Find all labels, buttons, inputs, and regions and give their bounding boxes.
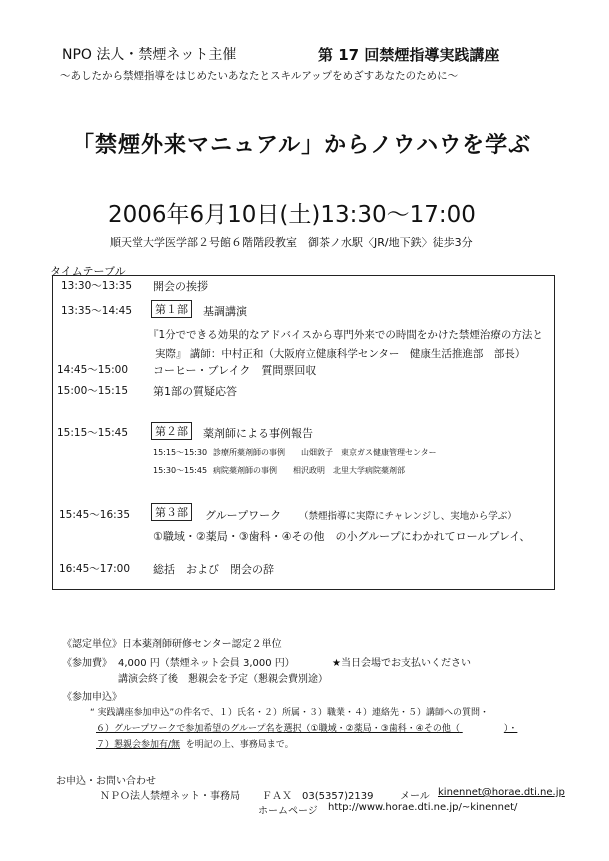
- apply-label: 《参加申込》: [62, 692, 122, 703]
- part1-desc-line1: 『1分でできる効果的なアドバイスから専門外来での時間をかけた禁煙治療の方法と: [148, 329, 543, 341]
- apply-line2-end: ）・: [503, 724, 518, 734]
- break-text: コーヒー・ブレイク 質問票回収: [153, 364, 317, 377]
- apply-line2-text: ６）グループワークで参加希望のグループ名を選択（①職域・②薬局・③歯科・④その他（: [96, 724, 460, 734]
- qa-text: 第1部の質疑応答: [153, 385, 237, 398]
- part1-time: 13:35～14:45: [61, 305, 133, 317]
- contact-fax: ＦＡＸ 03(5357)2139: [262, 791, 374, 802]
- apply-line1: “ 実践講座参加申込”の件名で、１）氏名・２）所属・３）職業・４）連絡先・５）講師への質問・: [90, 708, 490, 718]
- venue: 順天堂大学医学部２号館６階階段教室 御茶ノ水駅〈JR/地下鉄〉徒歩3分: [110, 236, 473, 249]
- contact-office: ＮＰＯ法人禁煙ネット・事務局: [100, 791, 240, 802]
- fee-text: 4,000 円（禁煙ネット会員 3,000 円）: [118, 658, 295, 669]
- contact-email-link[interactable]: kinennet@horae.dti.ne.jp: [438, 787, 565, 798]
- part2-sub2-text: 病院薬剤師の事例 相沢政明 北里大学病院薬剤部: [213, 466, 405, 475]
- organizer: NPO 法人・禁煙ネット主催: [62, 47, 237, 63]
- apply-line3-text: ７）懇親会参加有/無: [96, 740, 181, 750]
- contact-url-link[interactable]: http://www.horae.dti.ne.jp/~kinennet/: [328, 802, 518, 813]
- qa-time: 15:00～15:15: [57, 385, 129, 397]
- part1-badge: 第１部: [151, 300, 192, 318]
- apply-blank: [460, 724, 504, 734]
- opening-time: 13:30～13:35: [61, 280, 133, 292]
- part3-title: グループワーク: [205, 509, 282, 522]
- part2-sub2-time: 15:30～15:45: [153, 466, 208, 475]
- part3-desc: ①職域・②薬局・③歯科・④その他 の小グループにわかれてロールプレイ、: [153, 530, 531, 543]
- party-text: 講演会終了後 懇親会を予定（懇親会費別途）: [118, 674, 328, 685]
- part3-note: （禁煙指導に実際にチャレンジし、実地から学ぶ）: [299, 511, 517, 522]
- closing-time: 16:45～17:00: [59, 563, 131, 575]
- apply-line3-end: を明記の上、事務局まで。: [185, 740, 294, 750]
- fee-payment-note: ★当日会場でお支払いください: [332, 658, 471, 669]
- subtitle: ～あしたから禁煙指導をはじめたいあなたとスキルアップをめざすあなたのために～: [60, 70, 459, 82]
- opening-text: 開会の挨拶: [153, 280, 208, 293]
- contact-mail-label: メール: [400, 791, 430, 802]
- part2-badge: 第２部: [151, 422, 192, 440]
- part1-title: 基調講演: [203, 305, 247, 318]
- timetable-label: タイムテーブル: [50, 265, 126, 278]
- contact-label: お申込・お問い合わせ: [56, 776, 156, 787]
- fee-label: 《参加費》: [62, 658, 112, 669]
- lecture-title: 第 17 回禁煙指導実践講座: [318, 46, 500, 64]
- apply-line3: [96, 737, 294, 750]
- part3-time: 15:45～16:35: [59, 509, 131, 521]
- closing-text: 総括 および 閉会の辞: [153, 563, 274, 576]
- apply-line2: [96, 721, 517, 734]
- part2-sub1-text: 診療所薬剤師の事例 山畑敦子 東京ガス健康管理センター: [213, 448, 437, 457]
- main-title: 「禁煙外来マニュアル」からノウハウを学ぶ: [72, 133, 532, 158]
- part3-badge: 第３部: [151, 503, 192, 521]
- part1-desc-line2: 実際』 講師：中村正和（大阪府立健康科学センター 健康生活推進部 部長）: [155, 348, 526, 360]
- break-time: 14:45～15:00: [57, 364, 129, 376]
- part2-time: 15:15～15:45: [57, 427, 129, 439]
- part2-title: 薬剤師による事例報告: [203, 427, 313, 440]
- contact-homepage-label: ホームページ: [258, 806, 318, 817]
- timetable-box: [52, 275, 555, 590]
- credit-units: 《認定単位》日本薬剤師研修センター認定２単位: [62, 639, 282, 650]
- part2-sub1-time: 15:15～15:30: [153, 448, 208, 457]
- event-date: 2006年6月10日(土)13:30～17:00: [108, 202, 476, 228]
